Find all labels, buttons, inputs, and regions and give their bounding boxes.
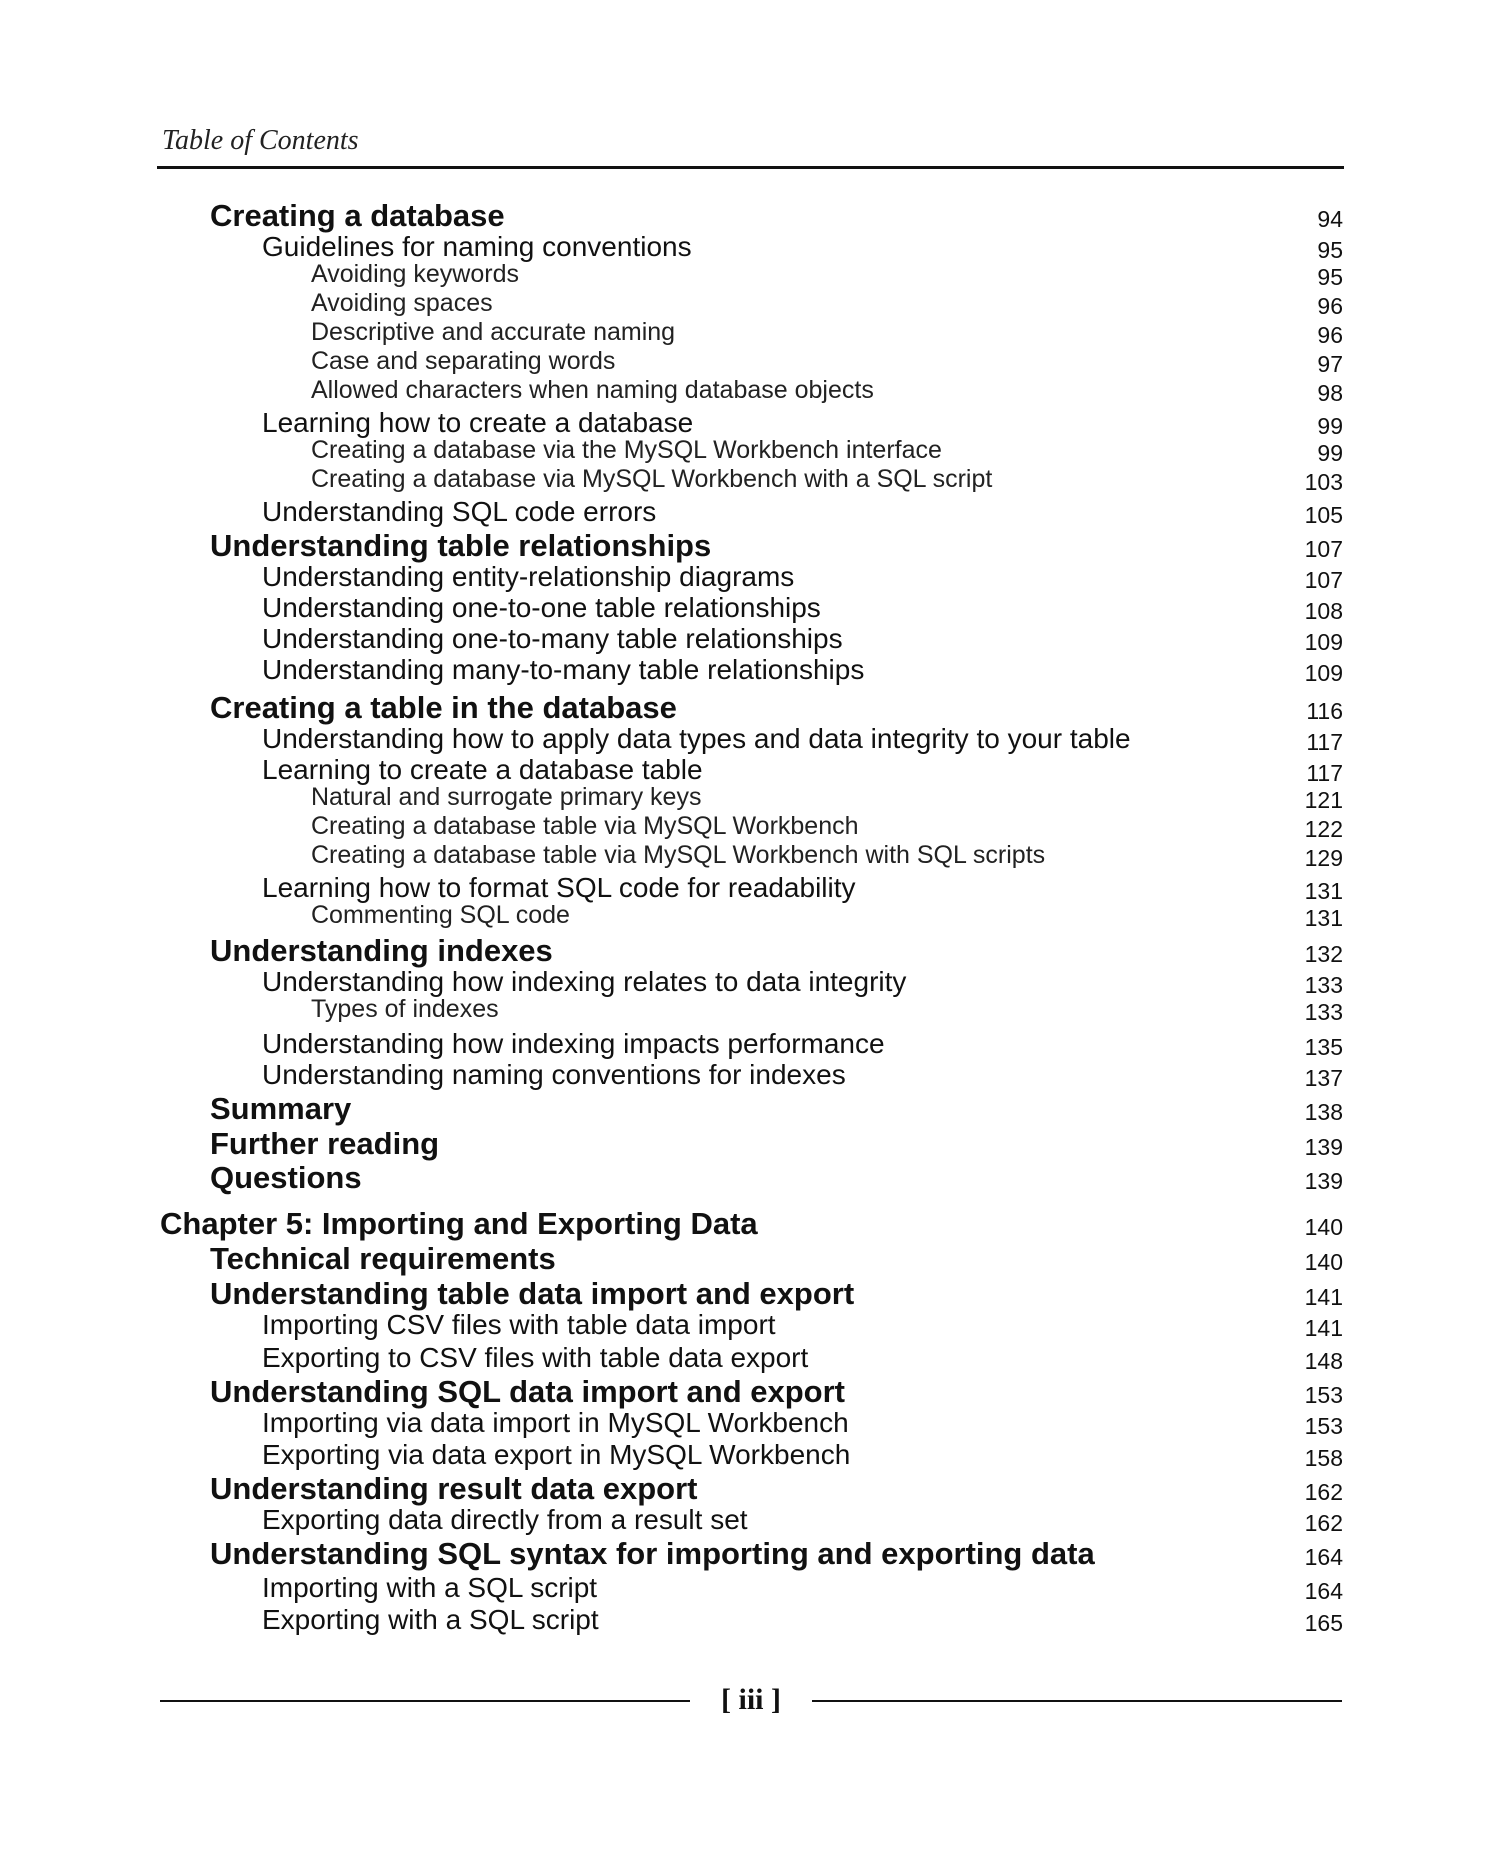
toc-entry-page: 141 [1304,1315,1343,1341]
toc-entry-page: 129 [1304,845,1343,871]
toc-entry-page: 132 [1304,941,1343,967]
toc-entry-title: Understanding SQL data import and export [210,1374,845,1409]
toc-entry-title: Descriptive and accurate naming [311,318,676,346]
toc-entry-page: 158 [1304,1445,1343,1471]
footer-rule-left [160,1700,690,1702]
toc-entry-page: 96 [1317,293,1343,319]
page-number: [ iii ] [721,1683,781,1716]
toc-entry-title: Importing CSV files with table data import [262,1309,776,1340]
toc-entry-page: 137 [1304,1065,1343,1091]
toc-entry-title: Understanding naming conventions for indexes [262,1059,846,1090]
toc-entry-title: Understanding how to apply data types and data integrity to your table [262,723,1131,754]
toc-entry-page: 122 [1304,816,1343,842]
toc-entry-page: 131 [1304,905,1343,931]
toc-entry-page: 108 [1304,598,1343,624]
toc-entry-title: Understanding entity-relationship diagrams [262,561,795,592]
toc-entry-page: 153 [1304,1382,1343,1408]
toc-entry-title: Further reading [210,1126,440,1161]
toc-entry-title: Guidelines for naming conventions [262,231,692,262]
toc-entry-page: 117 [1306,729,1343,755]
toc-entry-title: Chapter 5: Importing and Exporting Data [160,1206,758,1241]
toc-entry-title: Understanding table data import and export [210,1276,855,1311]
toc-entry-title: Summary [210,1091,352,1126]
toc-entry-page: 94 [1317,206,1343,232]
toc-entry-title: Creating a table in the database [210,690,677,725]
toc-entry-title: Types of indexes [311,995,499,1023]
toc-entry-title: Importing with a SQL script [262,1572,598,1603]
toc-entry-page: 117 [1306,760,1343,786]
footer-rule-right [812,1700,1342,1702]
toc-entry-title: Exporting data directly from a result set [262,1504,748,1535]
toc-entry-page: 164 [1304,1544,1343,1570]
toc-entry-page: 99 [1317,440,1343,466]
toc-entry-page: 162 [1304,1479,1343,1505]
toc-entry-title: Creating a database [210,198,505,233]
toc-entry-page: 121 [1304,787,1343,813]
toc-entry-title: Avoiding spaces [311,289,493,317]
toc-entry-page: 135 [1304,1034,1343,1060]
toc-entry-title: Understanding SQL syntax for importing and exporting data [210,1536,1095,1571]
toc-entry-title: Importing via data import in MySQL Workbench [262,1407,849,1438]
toc-entry-page: 139 [1304,1168,1343,1194]
toc-entry-page: 96 [1317,322,1343,348]
toc-entry-title: Creating a database table via MySQL Workbench with SQL scripts [311,841,1046,869]
toc-entry-title: Technical requirements [210,1241,556,1276]
toc-entry-page: 140 [1304,1214,1343,1240]
toc-entry-page: 164 [1304,1578,1343,1604]
toc-entry-page: 140 [1304,1249,1343,1275]
running-header: Table of Contents [162,125,359,156]
toc-entry-page: 95 [1317,237,1343,263]
toc-entry-title: Learning how to format SQL code for readability [262,872,856,903]
toc-entry-title: Understanding indexes [210,933,553,968]
toc-entry-title: Understanding result data export [210,1471,698,1506]
toc-entry-page: 103 [1304,469,1343,495]
toc-entry-title: Avoiding keywords [311,260,519,288]
toc-entry-title: Exporting to CSV files with table data export [262,1342,809,1373]
toc-entry-page: 109 [1304,660,1343,686]
toc-entry-page: 105 [1304,502,1343,528]
toc-entry-page: 148 [1304,1348,1343,1374]
toc-entry-title: Understanding many-to-many table relationships [262,654,865,685]
toc-entry-page: 97 [1317,351,1343,377]
toc-entry-page: 165 [1304,1610,1343,1636]
toc-entry-title: Creating a database table via MySQL Workbench [311,812,859,840]
toc-entry-title: Learning to create a database table [262,754,703,785]
toc-entry-title: Understanding table relationships [210,528,712,563]
toc-entry-title: Questions [210,1160,362,1195]
toc-entry-page: 131 [1304,878,1343,904]
toc-entry-title: Understanding how indexing relates to data integrity [262,966,907,997]
toc-entry-title: Learning how to create a database [262,407,694,438]
toc-entry-page: 153 [1304,1413,1343,1439]
toc-entry-title: Case and separating words [311,347,616,375]
toc-entry-title: Understanding how indexing impacts performance [262,1028,885,1059]
toc-entry-title: Commenting SQL code [311,901,570,929]
toc-entry-title: Allowed characters when naming database objects [311,376,874,404]
toc-entry-page: 116 [1306,698,1343,724]
toc-entry-title: Creating a database via the MySQL Workbench interface [311,436,942,464]
toc-entry-page: 107 [1304,536,1343,562]
toc-entry-page: 141 [1304,1284,1343,1310]
toc-entry-title: Understanding one-to-one table relationships [262,592,821,623]
toc-entry-page: 139 [1304,1134,1343,1160]
toc-entry-title: Exporting via data export in MySQL Workbench [262,1439,851,1470]
toc-entry-title: Understanding one-to-many table relationships [262,623,843,654]
toc-entry-title: Exporting with a SQL script [262,1604,599,1635]
toc-entry-title: Creating a database via MySQL Workbench with a SQL script [311,465,993,493]
toc-entry-title: Natural and surrogate primary keys [311,783,702,811]
toc-entry-page: 95 [1317,264,1343,290]
toc-entry-page: 133 [1304,972,1343,998]
toc-entry-title: Understanding SQL code errors [262,496,657,527]
toc-entry-page: 109 [1304,629,1343,655]
toc-entry-page: 99 [1317,413,1343,439]
toc-entry-page: 138 [1304,1099,1343,1125]
toc-entry-page: 107 [1304,567,1343,593]
toc-entry-page: 133 [1304,999,1343,1025]
toc-entry-page: 162 [1304,1510,1343,1536]
toc-entry-page: 98 [1317,380,1343,406]
